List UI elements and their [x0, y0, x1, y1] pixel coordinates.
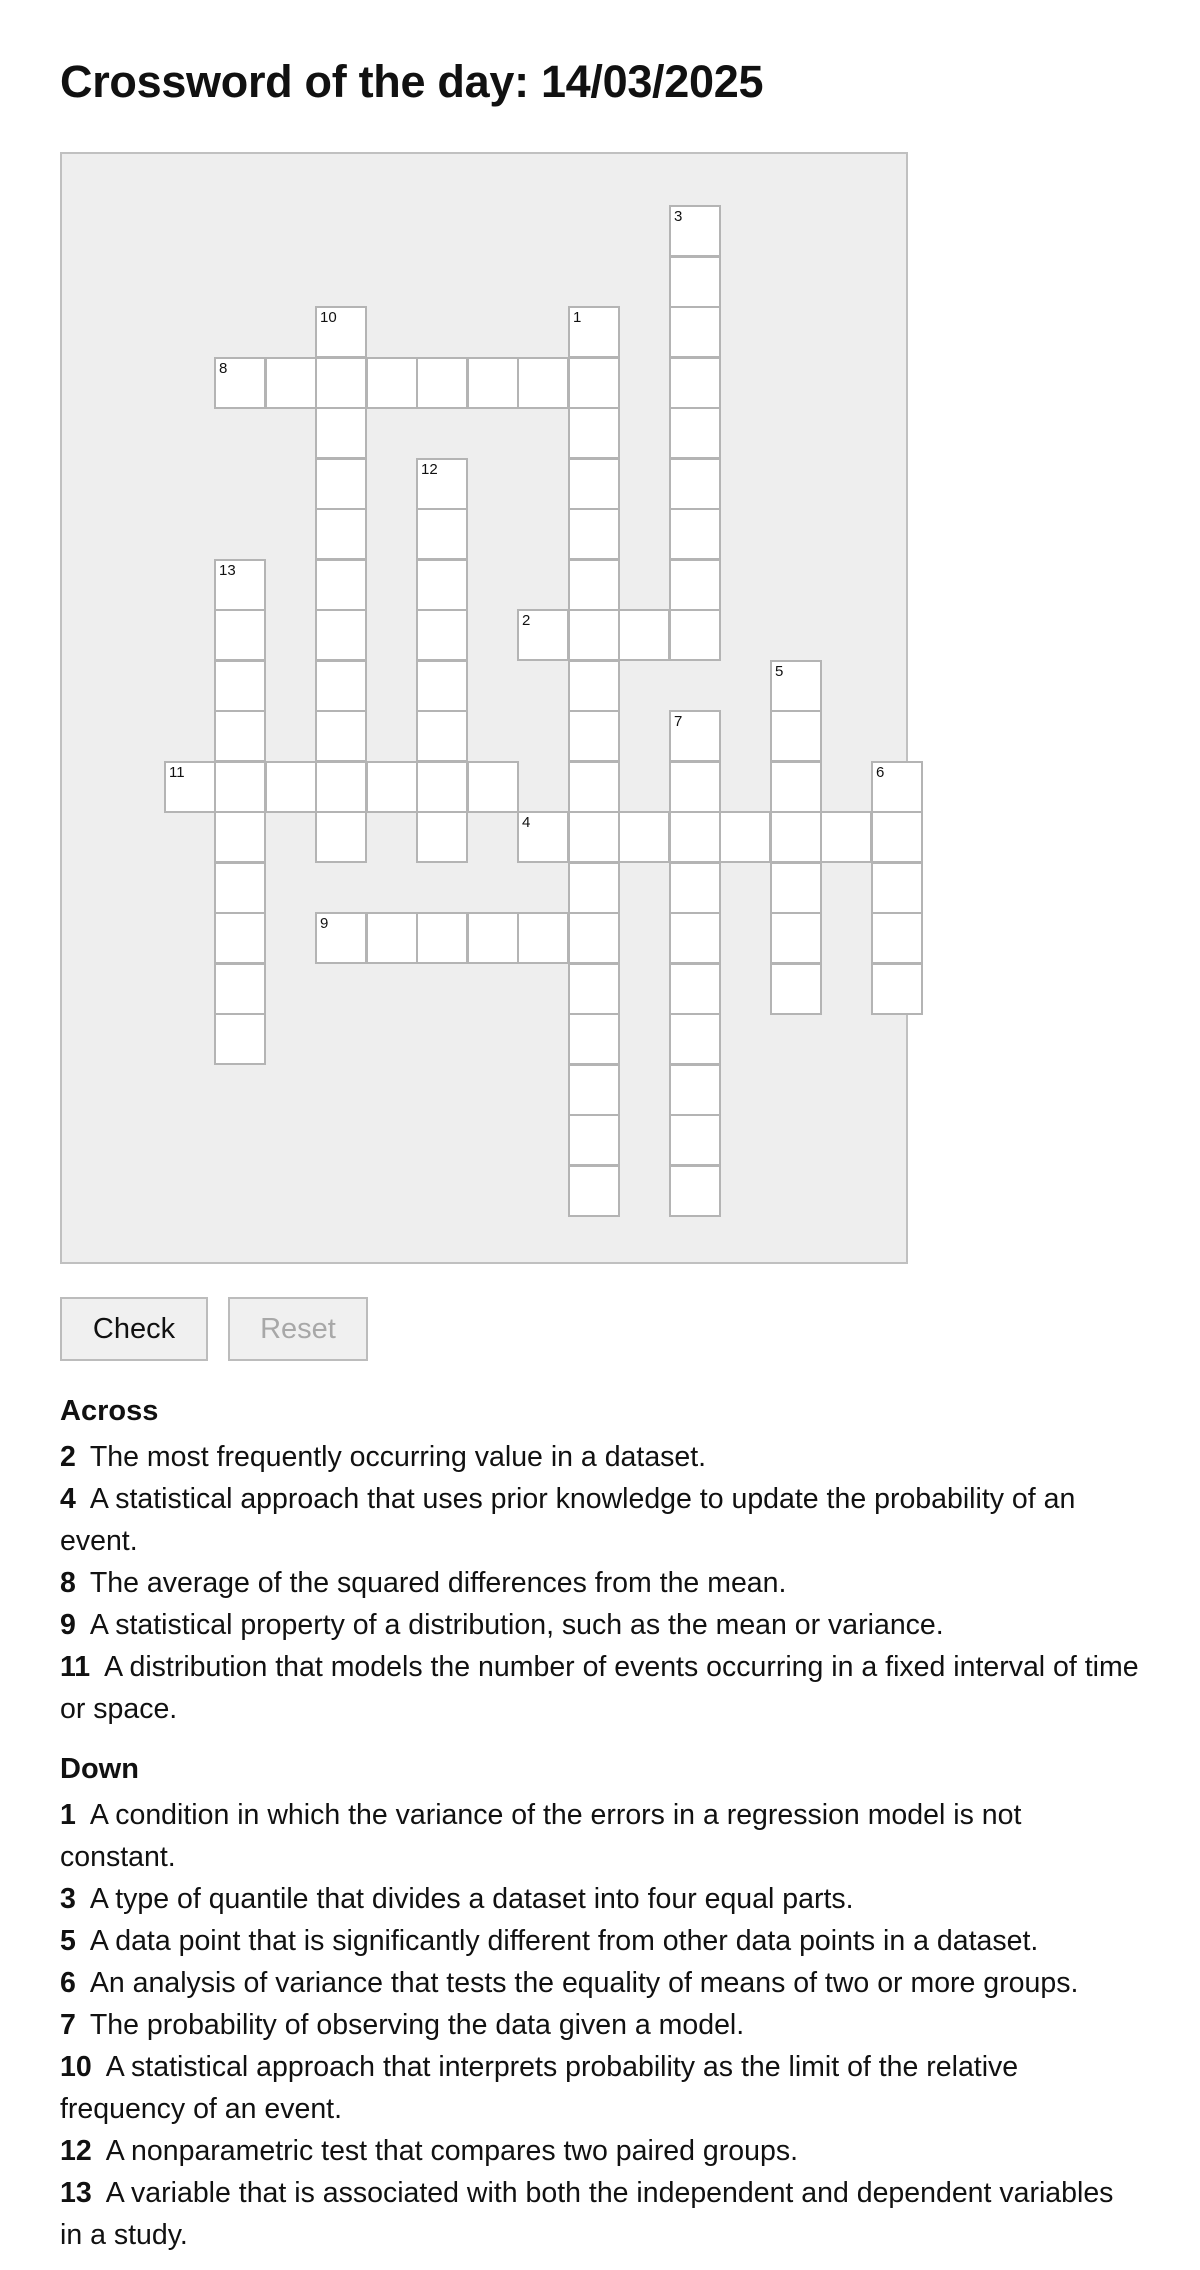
across-clue: [60, 1604, 1140, 1646]
crossword-cell[interactable]: [315, 559, 367, 611]
crossword-cell[interactable]: [568, 912, 620, 964]
crossword-cell[interactable]: [265, 357, 317, 409]
crossword-cell[interactable]: [669, 811, 721, 863]
crossword-cell[interactable]: [214, 761, 266, 813]
crossword-cell[interactable]: [669, 559, 721, 611]
crossword-cell[interactable]: [669, 1165, 721, 1217]
crossword-cell[interactable]: [568, 1064, 620, 1116]
clue-text: A variable that is associated with both the independent and dependent variables in a study.: [60, 2177, 1114, 2251]
crossword-cell[interactable]: [366, 912, 418, 964]
clue-text: An analysis of variance that tests the equality of means of two or more groups.: [89, 1967, 1079, 1999]
crossword-cell[interactable]: [214, 357, 266, 409]
crossword-cell[interactable]: [315, 811, 367, 863]
crossword-cell[interactable]: [315, 609, 367, 661]
crossword-cell[interactable]: [265, 761, 317, 813]
crossword-cell[interactable]: [416, 458, 468, 510]
clue-number: 2: [60, 1441, 76, 1473]
clue-number-label: 9: [320, 915, 329, 932]
crossword-cell[interactable]: [568, 660, 620, 712]
down-clue: [60, 2172, 1140, 2256]
crossword-cell[interactable]: [618, 609, 670, 661]
clue-number: 10: [60, 2051, 92, 2083]
crossword-cell[interactable]: [770, 963, 822, 1015]
crossword-cell[interactable]: [315, 761, 367, 813]
clue-number: 6: [60, 1967, 76, 1999]
clue-number-label: 3: [674, 208, 683, 225]
crossword-cell[interactable]: [214, 660, 266, 712]
crossword-cell[interactable]: [770, 912, 822, 964]
crossword-cell[interactable]: [517, 609, 569, 661]
crossword-cell[interactable]: [568, 1013, 620, 1065]
crossword-cell[interactable]: [517, 811, 569, 863]
clue-number-label: 4: [522, 814, 531, 831]
crossword-cell[interactable]: [568, 811, 620, 863]
crossword-cell[interactable]: [568, 761, 620, 813]
across-clue-list: [60, 1436, 1140, 1730]
crossword-cell[interactable]: [568, 559, 620, 611]
across-clue: [60, 1478, 1140, 1562]
crossword-cell[interactable]: [669, 306, 721, 358]
clues-panel: [60, 1386, 1140, 2270]
crossword-cell[interactable]: [416, 357, 468, 409]
crossword-cell[interactable]: [416, 660, 468, 712]
crossword-cell[interactable]: [315, 710, 367, 762]
clue-number: 13: [60, 2177, 92, 2209]
crossword-cell[interactable]: [719, 811, 771, 863]
down-clue: [60, 1962, 1140, 2004]
clue-number-label: 5: [775, 663, 784, 680]
crossword-cell[interactable]: [214, 559, 266, 611]
crossword-cell[interactable]: [568, 1165, 620, 1217]
clue-number: 5: [60, 1925, 76, 1957]
crossword-cell[interactable]: [214, 710, 266, 762]
clue-number-label: 10: [320, 309, 337, 326]
crossword-cell[interactable]: [366, 761, 418, 813]
down-clue: [60, 1878, 1140, 1920]
crossword-cell[interactable]: [568, 458, 620, 510]
clue-number-label: 8: [219, 360, 228, 377]
crossword-cell[interactable]: [770, 710, 822, 762]
crossword-cell[interactable]: [770, 862, 822, 914]
crossword-cell[interactable]: [416, 508, 468, 560]
page-title: Crossword of the day: 14/03/2025: [60, 56, 764, 107]
crossword-cell[interactable]: [467, 761, 519, 813]
across-heading: Across: [60, 1395, 159, 1427]
crossword-cell[interactable]: [669, 508, 721, 560]
clue-number-label: 6: [876, 764, 885, 781]
crossword-cell[interactable]: [214, 862, 266, 914]
crossword-grid: [60, 152, 908, 1264]
down-clue: [60, 2130, 1140, 2172]
crossword-cell[interactable]: [669, 761, 721, 813]
crossword-cell[interactable]: [416, 761, 468, 813]
crossword-cell[interactable]: [669, 912, 721, 964]
clue-text: A statistical approach that uses prior knowledge to update the probability of an event.: [60, 1483, 1076, 1557]
clue-text: A data point that is significantly different from other data points in a dataset.: [89, 1925, 1039, 1957]
crossword-cell[interactable]: [315, 306, 367, 358]
crossword-cell[interactable]: [214, 912, 266, 964]
crossword-cell[interactable]: [568, 407, 620, 459]
crossword-cell[interactable]: [568, 357, 620, 409]
clue-text: A statistical property of a distribution, such as the mean or variance.: [89, 1609, 944, 1641]
clue-number: 8: [60, 1567, 76, 1599]
clue-text: A type of quantile that divides a dataset into four equal parts.: [89, 1883, 854, 1915]
clue-number: 9: [60, 1609, 76, 1641]
check-button[interactable]: Check: [60, 1297, 208, 1361]
clue-text: A distribution that models the number of events occurring in a fixed interval of time or space.: [60, 1651, 1139, 1725]
crossword-cell[interactable]: [669, 963, 721, 1015]
clue-text: The probability of observing the data given a model.: [89, 2009, 745, 2041]
clue-number: 1: [60, 1799, 76, 1831]
clue-text: The most frequently occurring value in a dataset.: [89, 1441, 707, 1473]
crossword-cell[interactable]: [214, 1013, 266, 1065]
clue-text: A nonparametric test that compares two paired groups.: [105, 2135, 798, 2167]
clue-number: 4: [60, 1483, 76, 1515]
crossword-cell[interactable]: [669, 458, 721, 510]
crossword-cell[interactable]: [770, 660, 822, 712]
crossword-cell[interactable]: [669, 407, 721, 459]
crossword-cell[interactable]: [568, 862, 620, 914]
crossword-cell[interactable]: [214, 609, 266, 661]
crossword-cell[interactable]: [214, 811, 266, 863]
clue-number-label: 13: [219, 562, 236, 579]
clue-number: 11: [60, 1651, 91, 1683]
clue-number-label: 11: [169, 764, 185, 781]
down-clue: [60, 2004, 1140, 2046]
crossword-cell[interactable]: [669, 1114, 721, 1166]
crossword-cell[interactable]: [871, 963, 923, 1015]
crossword-cell[interactable]: [467, 912, 519, 964]
across-clue: [60, 1562, 1140, 1604]
crossword-cell[interactable]: [568, 609, 620, 661]
crossword-cell[interactable]: [467, 357, 519, 409]
clue-number-label: 2: [522, 612, 531, 629]
crossword-cell[interactable]: [315, 458, 367, 510]
crossword-cell[interactable]: [770, 811, 822, 863]
crossword-cell[interactable]: [416, 559, 468, 611]
crossword-cell[interactable]: [416, 710, 468, 762]
crossword-cell[interactable]: [669, 1064, 721, 1116]
crossword-cell[interactable]: [568, 1114, 620, 1166]
crossword-cell[interactable]: [669, 357, 721, 409]
crossword-cell[interactable]: [214, 963, 266, 1015]
clue-number-label: 12: [421, 461, 438, 478]
crossword-cell[interactable]: [669, 862, 721, 914]
crossword-cell[interactable]: [669, 256, 721, 308]
crossword-cell[interactable]: [568, 306, 620, 358]
clue-text: A condition in which the variance of the errors in a regression model is not constant.: [60, 1799, 1022, 1873]
crossword-cell[interactable]: [568, 508, 620, 560]
crossword-cell[interactable]: [820, 811, 872, 863]
crossword-cell[interactable]: [315, 660, 367, 712]
crossword-cell[interactable]: [871, 862, 923, 914]
crossword-cell[interactable]: [315, 357, 367, 409]
crossword-cell[interactable]: [568, 710, 620, 762]
crossword-cell[interactable]: [416, 811, 468, 863]
crossword-cell[interactable]: [416, 609, 468, 661]
crossword-cell[interactable]: [366, 357, 418, 409]
crossword-cell[interactable]: [618, 811, 670, 863]
crossword-cell[interactable]: [669, 609, 721, 661]
crossword-cell[interactable]: [517, 357, 569, 409]
crossword-cell[interactable]: [669, 1013, 721, 1065]
crossword-cell[interactable]: [871, 912, 923, 964]
clue-number: 7: [60, 2009, 76, 2041]
crossword-cell[interactable]: [669, 205, 721, 257]
crossword-cell[interactable]: [164, 761, 216, 813]
reset-button: Reset: [228, 1297, 368, 1361]
clue-number: 12: [60, 2135, 92, 2167]
crossword-cell[interactable]: [315, 912, 367, 964]
clue-number-label: 7: [674, 713, 683, 730]
crossword-cell[interactable]: [669, 710, 721, 762]
down-clue-list: [60, 1794, 1140, 2256]
crossword-cell[interactable]: [770, 761, 822, 813]
down-clue: [60, 1920, 1140, 1962]
clue-text: A statistical approach that interprets probability as the limit of the relative frequency of an event.: [60, 2051, 1019, 2125]
crossword-cell[interactable]: [871, 811, 923, 863]
clue-number-label: 1: [573, 309, 582, 326]
clue-number: 3: [60, 1883, 76, 1915]
crossword-cell[interactable]: [517, 912, 569, 964]
crossword-cell[interactable]: [315, 508, 367, 560]
down-clue: [60, 1794, 1140, 1878]
crossword-cell[interactable]: [568, 963, 620, 1015]
crossword-cell[interactable]: [315, 407, 367, 459]
across-clue: [60, 1646, 1140, 1730]
clue-text: The average of the squared differences from the mean.: [89, 1567, 787, 1599]
crossword-cell[interactable]: [871, 761, 923, 813]
down-clue: [60, 2046, 1140, 2130]
crossword-cell[interactable]: [416, 912, 468, 964]
down-heading: Down: [60, 1753, 139, 1785]
across-clue: [60, 1436, 1140, 1478]
